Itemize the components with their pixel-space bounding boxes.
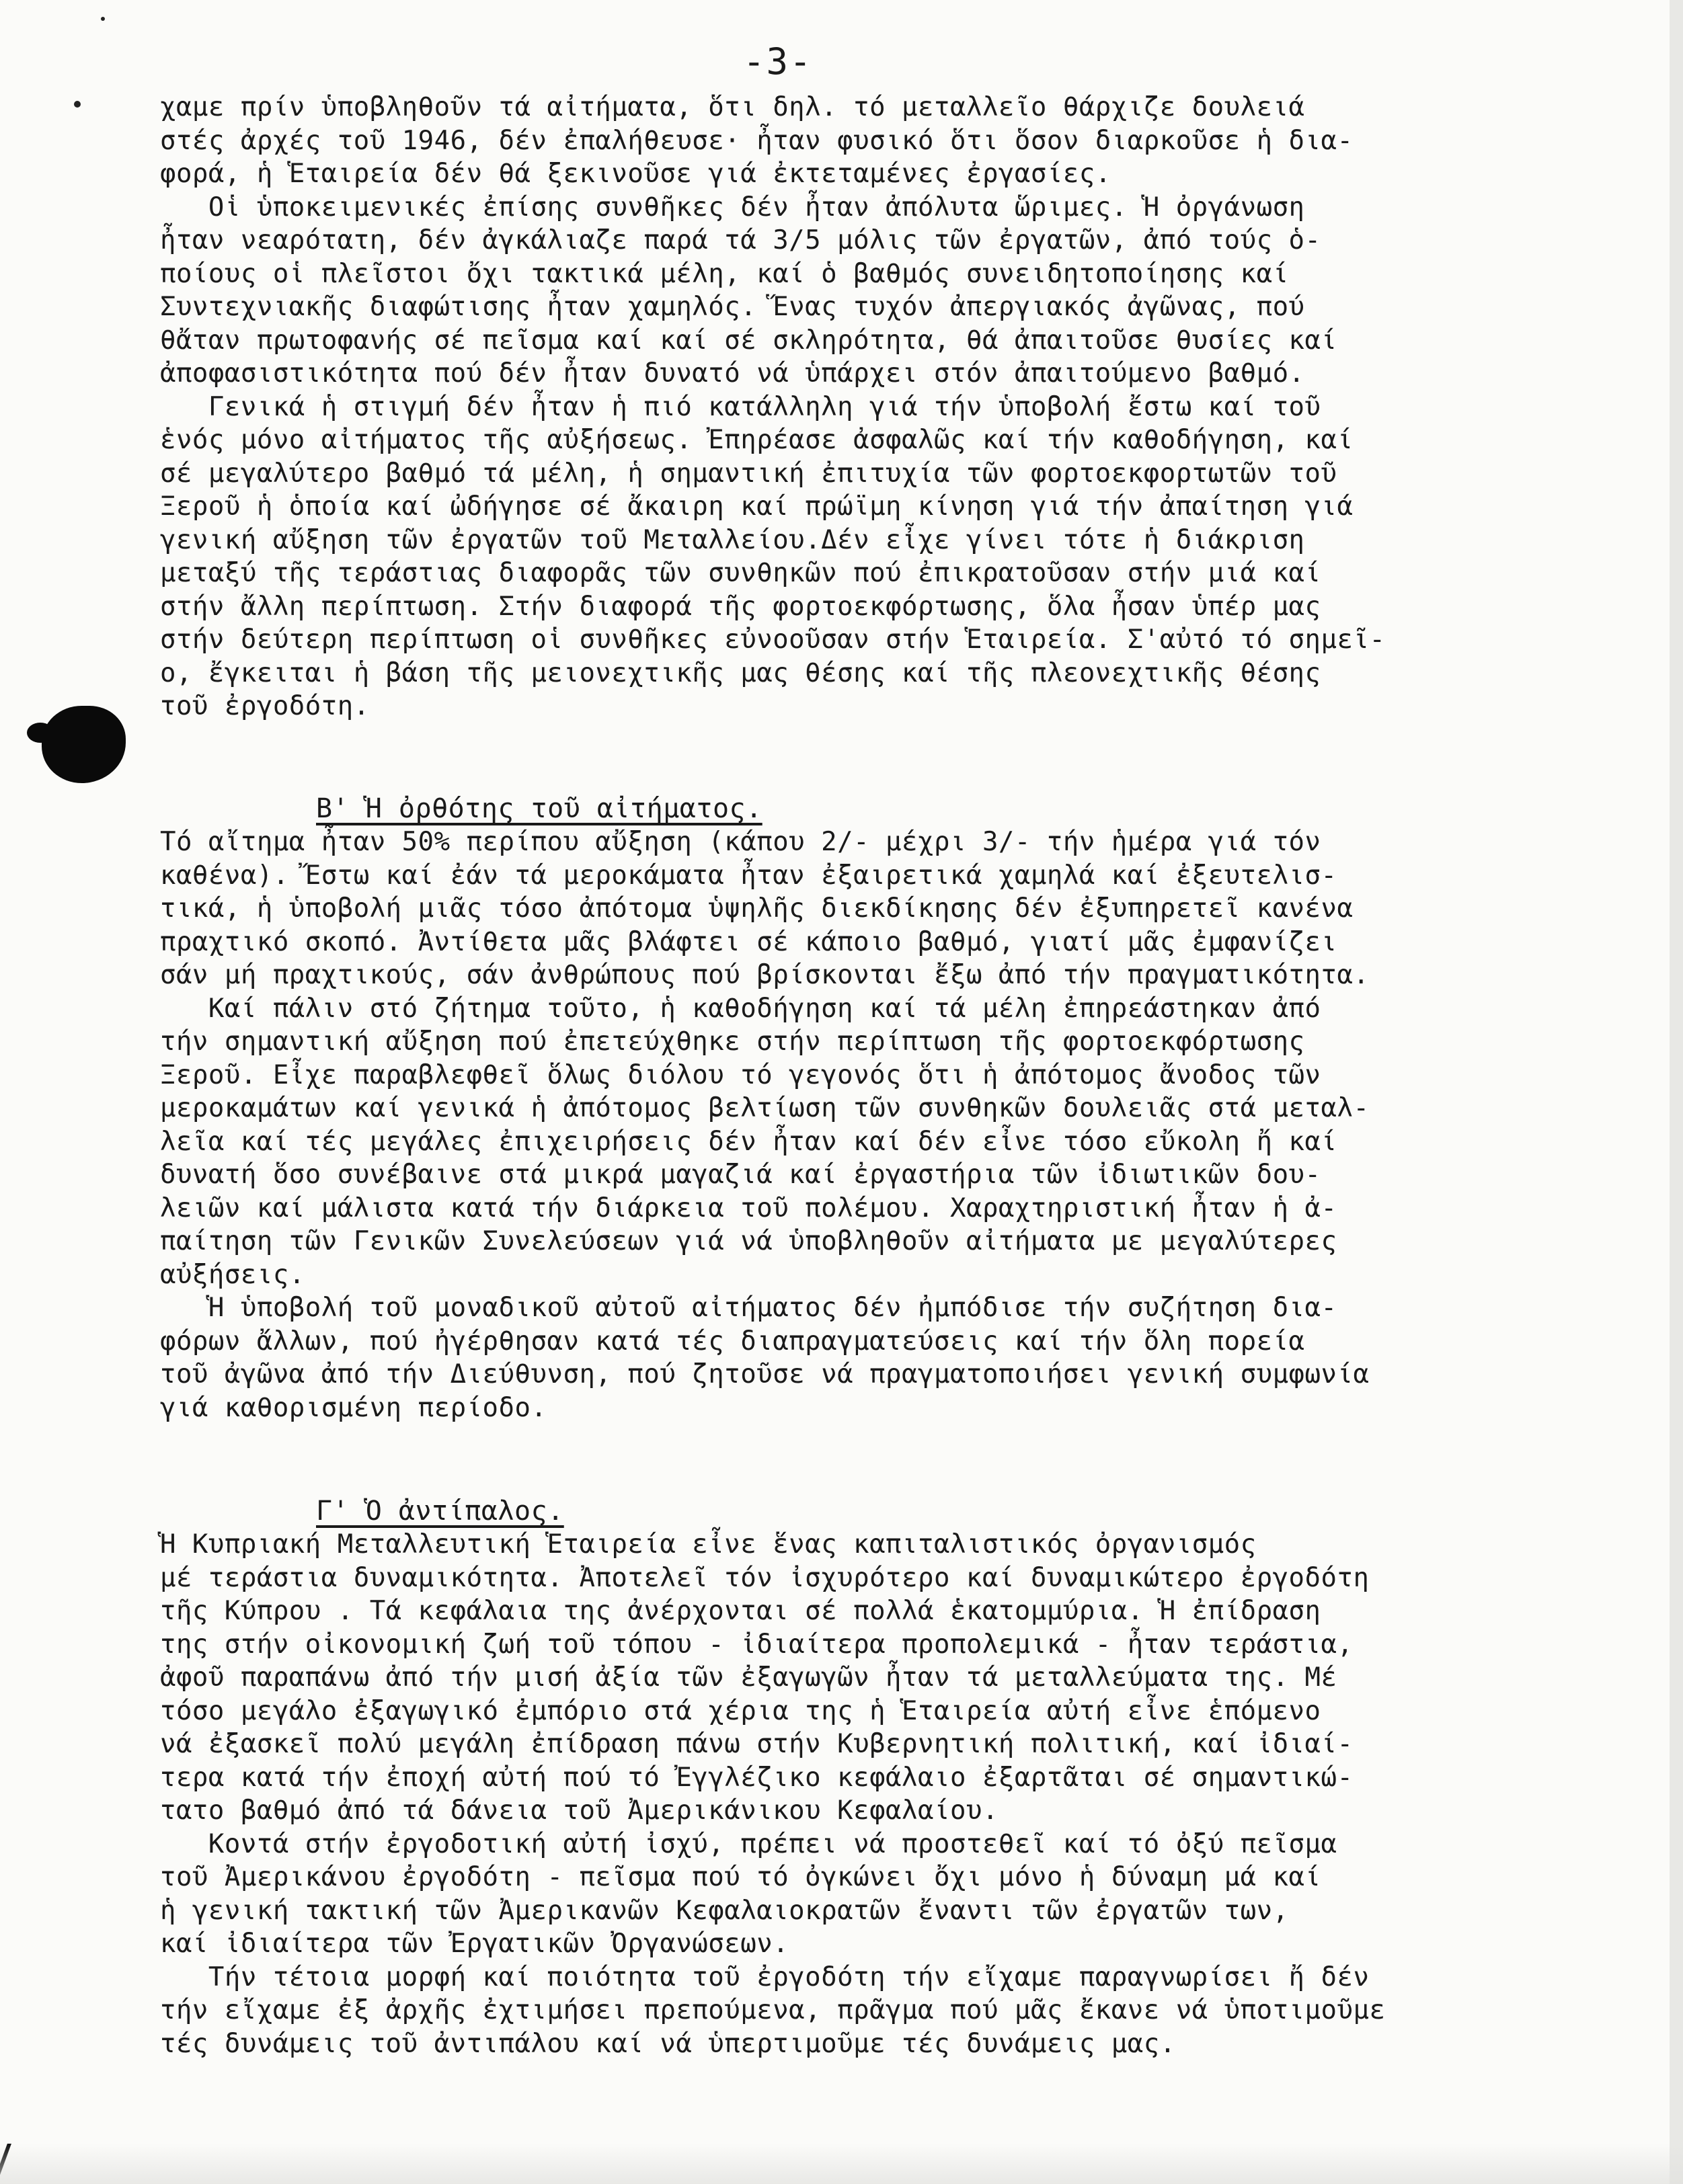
text-line: τοῦ Ἀμερικάνου ἐργοδότη - πεῖσμα πού τό ὀγκώνει ὄχι μόνο ἡ δύναμη μά καί bbox=[128, 1862, 1321, 1892]
margin-dot bbox=[74, 101, 81, 108]
text-line: Ἡ ὑποβολή τοῦ μοναδικοῦ αὐτοῦ αἰτήματος δέν ἠμπόδισε τήν συζήτηση δια- bbox=[128, 1293, 1337, 1323]
text-line: Ξεροῦ. Εἶχε παραβλεφθεῖ ὅλως διόλου τό γεγονός ὅτι ἡ ἀπότομος ἄνοδος τῶν bbox=[128, 1059, 1321, 1090]
text-line: Κοντά στήν ἐργοδοτική αὐτή ἰσχύ, πρέπει νά προστεθεῖ καί τό ὀξύ πεῖσμα bbox=[128, 1828, 1337, 1859]
page-bottom-shadow bbox=[0, 2144, 1683, 2184]
text-line: στές ἀρχές τοῦ 1946, δέν ἐπαλήθευσε· ἦταν φυσικό ὅτι ὅσον διαρκοῦσε ἡ δια- bbox=[128, 125, 1354, 156]
text-line: τές δυνάμεις τοῦ ἀντιπάλου καί νά ὑπερτιμοῦμε τές δυνάμεις μας. bbox=[128, 2028, 1176, 2059]
text-line: παίτηση τῶν Γενικῶν Συνελεύσεων γιά νά ὑποβληθοῦν αἰτήματα με μεγαλύτερες bbox=[128, 1226, 1337, 1256]
text-line: της στήν οἰκονομική ζωή τοῦ τόπου - ἰδιαίτερα προπολεμικά - ἦταν τεράστια, bbox=[128, 1629, 1354, 1660]
text-line: δυνατή ὅσο συνέβαινε στά μικρά μαγαζιά καί ἐργαστήρια τῶν ἰδιωτικῶν δου- bbox=[128, 1160, 1321, 1190]
text-line: τοῦ ἐργοδότη. bbox=[128, 691, 370, 721]
text-line: τόσο μεγάλο ἐξαγωγικό ἐμπόριο στά χέρια της ἡ Ἑταιρεία αὐτή εἶνε ἑπόμενο bbox=[128, 1695, 1321, 1726]
section-heading-b: Β' Ἡ ὀρθότης τοῦ αἰτήματος. bbox=[316, 793, 762, 824]
text-line: μεταξύ τῆς τεράστιας διαφορᾶς τῶν συνθηκῶν πού ἐπικρατοῦσαν στήν μιά καί bbox=[128, 558, 1321, 588]
text-line: ποίους οἱ πλεῖστοι ὄχι τακτικά μέλη, καί ὁ βαθμός συνειδητοποίησης καί bbox=[128, 258, 1289, 289]
text-line: σέ μεγαλύτερο βαθμό τά μέλη, ἡ σημαντική ἐπιτυχία τῶν φορτοεκφορτωτῶν τοῦ bbox=[128, 458, 1337, 489]
text-line: ἀφοῦ παραπάνω ἀπό τήν μισή ἀξία τῶν ἐξαγωγῶν ἦταν τά μεταλλεύματα της. Μέ bbox=[128, 1662, 1337, 1693]
text-line: τῆς Κύπρου . Τά κεφάλαια της ἀνέρχονται σέ πολλά ἑκατομμύρια. Ἡ ἐπίδραση bbox=[128, 1596, 1321, 1626]
text-line: μέ τεράστια δυναμικότητα. Ἀποτελεῖ τόν ἰσχυρότερο καί δυναμικώτερο ἐργοδότη bbox=[128, 1562, 1370, 1593]
body-text-block-2 bbox=[128, 825, 1647, 1424]
text-line: Καί πάλιν στό ζήτημα τοῦτο, ἡ καθοδήγηση καί τά μέλη ἐπηρεάστηκαν ἀπό bbox=[128, 993, 1321, 1024]
text-line: Γενικά ἡ στιγμή δέν ἦταν ἡ πιό κατάλληλη γιά τήν ὑποβολή ἔστω καί τοῦ bbox=[128, 391, 1321, 422]
body-text-block-3 bbox=[128, 1528, 1647, 2060]
page-number: -3- bbox=[743, 40, 813, 83]
text-line: Τό αἴτημα ἦταν 50% περίπου αὔξηση (κάπου 2/- μέχρι 3/- τήν ἡμέρα γιά τόν bbox=[128, 827, 1321, 857]
ink-blot bbox=[27, 723, 54, 743]
text-line: στήν δεύτερη περίπτωση οἱ συνθῆκες εὐνοοῦσαν στήν Ἑταιρεία. Σ'αὐτό τό σημεῖ- bbox=[128, 624, 1386, 655]
text-line: θἄταν πρωτοφανής σέ πεῖσμα καί καί σέ σκληρότητα, θά ἀπαιτοῦσε θυσίες καί bbox=[128, 325, 1337, 356]
text-line: λειῶν καί μάλιστα κατά τήν διάρκεια τοῦ πολέμου. Χαραχτηριστική ἦταν ἡ ἀ- bbox=[128, 1192, 1337, 1223]
text-line: τοῦ ἀγῶνα ἀπό τήν Διεύθυνση, πού ζητοῦσε νά πραγματοποιήσει γενική συμφωνία bbox=[128, 1359, 1370, 1389]
text-line: ἑνός μόνο αἰτήματος τῆς αὐξήσεως. Ἐπηρέασε ἀσφαλῶς καί τήν καθοδήγηση, καί bbox=[128, 425, 1354, 455]
text-line: τατο βαθμό ἀπό τά δάνεια τοῦ Ἀμερικάνικου Κεφαλαίου. bbox=[128, 1795, 999, 1826]
page-edge bbox=[1670, 0, 1683, 2184]
text-line: Τήν τέτοια μορφή καί ποιότητα τοῦ ἐργοδότη τήν εἴχαμε παραγνωρίσει ἤ δέν bbox=[128, 1961, 1370, 1992]
text-line: Οἱ ὑποκειμενικές ἐπίσης συνθῆκες δέν ἦταν ἀπόλυτα ὥριμες. Ἡ ὀργάνωση bbox=[128, 192, 1305, 223]
text-line: νά ἐξασκεῖ πολύ μεγάλη ἐπίδραση πάνω στήν Κυβερνητική πολιτική, καί ἰδιαί- bbox=[128, 1729, 1354, 1759]
text-line: αὐξήσεις. bbox=[128, 1259, 305, 1290]
text-line: σάν μή πραχτικούς, σάν ἀνθρώπους πού βρίσκονται ἔξω ἀπό τήν πραγματικότητα. bbox=[128, 960, 1370, 990]
margin-dot bbox=[101, 17, 105, 21]
text-line: ἦταν νεαρότατη, δέν ἀγκάλιαζε παρά τά 3/5 μόλις τῶν ἐργατῶν, ἀπό τούς ὁ- bbox=[128, 225, 1321, 255]
text-line: καί ἰδιαίτερα τῶν Ἐργατικῶν Ὀργανώσεων. bbox=[128, 1929, 789, 1959]
text-line: μεροκαμάτων καί γενικά ἡ ἀπότομος βελτίωση τῶν συνθηκῶν δουλειᾶς στά μεταλ- bbox=[128, 1093, 1370, 1123]
text-line: λεῖα καί τές μεγάλες ἐπιχειρήσεις δέν ἦταν καί δέν εἶνε τόσο εὔκολη ἤ καί bbox=[128, 1126, 1337, 1157]
text-line: τήν εἴχαμε ἐξ ἀρχῆς ἐχτιμήσει πρεπούμενα, πρᾶγμα πού μᾶς ἔκανε νά ὑποτιμοῦμε bbox=[128, 1995, 1386, 2025]
text-line: Ξεροῦ ἡ ὁποία καί ὠδήγησε σέ ἄκαιρη καί πρώϊμη κίνηση γιά τήν ἀπαίτηση γιά bbox=[128, 491, 1354, 522]
ink-blot bbox=[42, 706, 126, 783]
text-line: τικά, ἡ ὑποβολή μιᾶς τόσο ἀπότομα ὑψηλῆς διεκδίκησης δέν ἐξυπηρετεῖ κανένα bbox=[128, 893, 1354, 924]
text-line: στήν ἄλλη περίπτωση. Στήν διαφορά τῆς φορτοεκφόρτωσης, ὅλα ἦσαν ὑπέρ μας bbox=[128, 591, 1321, 622]
text-line: ἡ γενική τακτική τῶν Ἀμερικανῶν Κεφαλαιοκρατῶν ἔναντι τῶν ἐργατῶν των, bbox=[128, 1895, 1289, 1926]
text-line: καθένα). Ἔστω καί ἐάν τά μεροκάματα ἦταν ἐξαιρετικά χαμηλά καί ἐξευτελισ- bbox=[128, 860, 1337, 891]
body-text-block-1 bbox=[128, 91, 1647, 723]
text-line: γενική αὔξηση τῶν ἐργατῶν τοῦ Μεταλλείου.Δέν εἶχε γίνει τότε ἡ διάκριση bbox=[128, 524, 1305, 555]
text-line: τήν σημαντική αὔξηση πού ἐπετεύχθηκε στήν περίπτωση τῆς φορτοεκφόρτωσης bbox=[128, 1026, 1305, 1057]
text-line: χαμε πρίν ὑποβληθοῦν τά αἰτήματα, ὅτι δηλ. τό μεταλλεῖο θάρχιζε δουλειά bbox=[128, 92, 1305, 122]
text-line: ο, ἔγκειται ἡ βάση τῆς μειονεχτικῆς μας θέσης καί τῆς πλεονεχτικῆς θέσης bbox=[128, 657, 1321, 688]
text-line: Συντεχνιακῆς διαφώτισης ἦταν χαμηλός. Ἕνας τυχόν ἀπεργιακός ἀγῶνας, πού bbox=[128, 292, 1305, 322]
section-heading-c: Γ' Ὁ ἀντίπαλος. bbox=[316, 1496, 564, 1527]
text-line: φόρων ἄλλων, πού ἠγέρθησαν κατά τές διαπραγματεύσεις καί τήν ὅλη πορεία bbox=[128, 1326, 1305, 1357]
text-line: ἀποφασιστικότητα πού δέν ἦταν δυνατό νά ὑπάρχει στόν ἀπαιτούμενο βαθμό. bbox=[128, 358, 1305, 389]
text-line: φορά, ἡ Ἑταιρεία δέν θά ξεκινοῦσε γιά ἐκτεταμένες ἐργασίες. bbox=[128, 159, 1111, 189]
text-line: γιά καθορισμένη περίοδο. bbox=[128, 1392, 547, 1423]
text-line: Ἡ Κυπριακή Μεταλλευτική Ἑταιρεία εἶνε ἕνας καπιταλιστικός ὀργανισμός bbox=[128, 1529, 1257, 1560]
text-line: τερα κατά τήν ἐποχή αὐτή πού τό Ἐγγλέζικο κεφάλαιο ἐξαρτᾶται σέ σημαντικώ- bbox=[128, 1762, 1354, 1793]
text-line: πραχτικό σκοπό. Ἀντίθετα μᾶς βλάφτει σέ κάποιο βαθμό, γιατί μᾶς ἐμφανίζει bbox=[128, 926, 1337, 957]
